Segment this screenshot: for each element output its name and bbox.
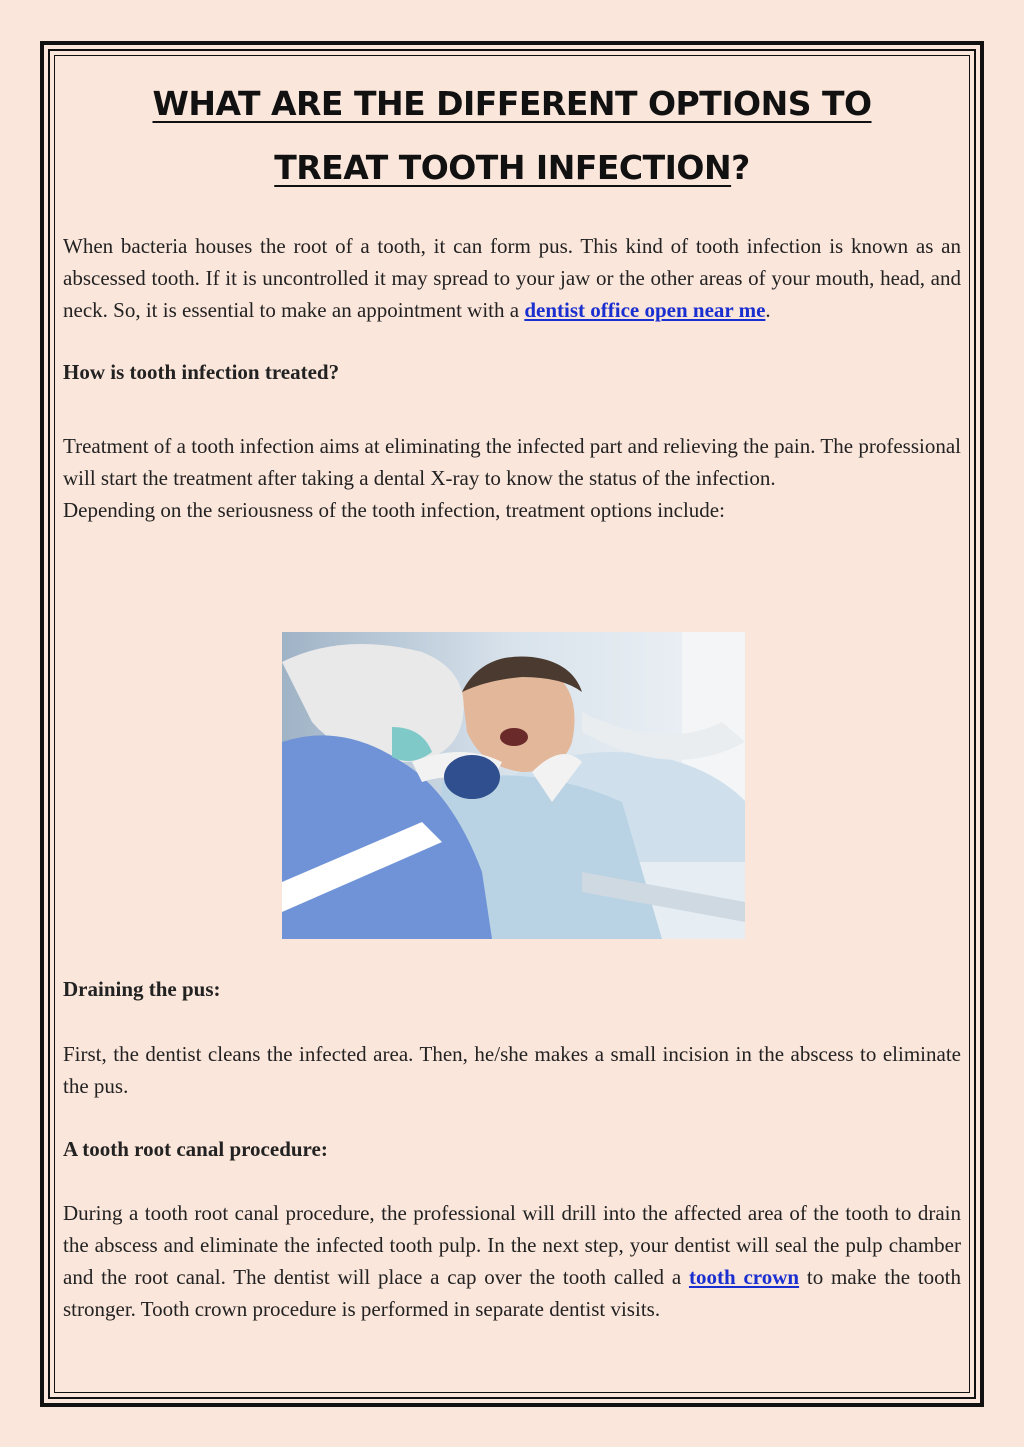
root-canal-text-end: to make the tooth stronger. Tooth crown procedure is performed in separate dentist visits. bbox=[63, 1265, 962, 1321]
heading-draining: Draining the pus: bbox=[63, 977, 221, 1001]
tooth-crown-link[interactable]: tooth crown bbox=[688, 1265, 800, 1289]
intro-end: . bbox=[765, 298, 771, 322]
dentist-office-link[interactable]: dentist office open near me bbox=[524, 298, 766, 322]
root-canal-text-start: During a tooth root canal procedure, the professional will drill into the affected area of the tooth to drain the abscess and eliminate the infected tooth pulp. In the next step, your dentist will seal the pulp chamber and the root canal. The dentist will place a cap over the tooth called a bbox=[63, 1201, 961, 1289]
dentist-photo bbox=[282, 632, 745, 939]
options-paragraph: Depending on the seriousness of the tooth infection, treatment options include: bbox=[63, 498, 725, 522]
intro-paragraph bbox=[63, 230, 961, 326]
draining-paragraph: First, the dentist cleans the infected area. Then, he/she makes a small incision in the abscess to eliminate the pus. bbox=[63, 1042, 961, 1098]
root-canal-paragraph bbox=[63, 1197, 961, 1325]
heading-how-treated: How is tooth infection treated? bbox=[63, 360, 340, 384]
heading-root-canal: A tooth root canal procedure: bbox=[63, 1137, 328, 1161]
document-content bbox=[63, 60, 962, 1321]
title-line-1: WHAT ARE THE DIFFERENT OPTIONS TO bbox=[152, 84, 872, 123]
page-title bbox=[63, 72, 961, 200]
title-punctuation: ? bbox=[731, 148, 750, 187]
treatment-paragraph: Treatment of a tooth infection aims at eliminating the infected part and relieving the pain. The professional will start the treatment after taking a dental X-ray to know the status of the infection. bbox=[63, 434, 961, 490]
intro-text: When bacteria houses the root of a tooth, it can form pus. This kind of tooth infection is known as an abscessed tooth. If it is uncontrolled it may spread to your jaw or the other areas of your mouth, head, and neck. So, it is essential to make an appointment with a bbox=[63, 234, 961, 322]
title-line-2: TREAT TOOTH INFECTION bbox=[274, 148, 732, 187]
